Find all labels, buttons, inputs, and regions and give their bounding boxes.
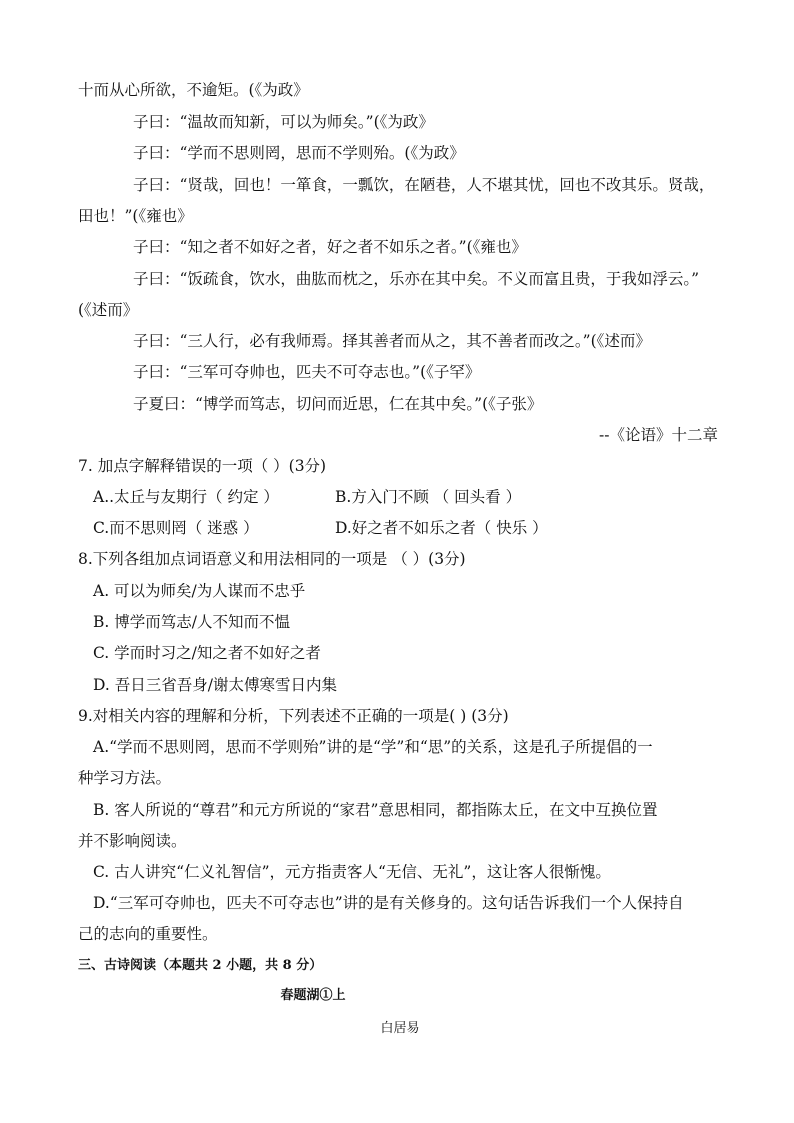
question-7-option-c: C.而不思则罔（ 迷惑 ） [93, 519, 259, 537]
question-9-stem: 9.对相关内容的理解和分析，下列表述不正确的一项是( ) (3分) [78, 707, 509, 725]
poem-author: 白居易 [380, 1021, 420, 1036]
question-7-option-a: A..太丘与友期行（ 约定 ） [93, 488, 279, 506]
passage-source: --《论语》十二章 [599, 426, 718, 444]
passage-line: 子夏曰：“博学而笃志，切问而近思，仁在其中矣。”(《子张》 [133, 395, 543, 413]
passage-line: 田也！”(《雍也》 [78, 207, 193, 225]
passage-line: 十而从心所欲，不逾矩。(《为政》 [78, 81, 309, 99]
poem-title: 春题湖①上 [280, 988, 346, 1003]
question-9-line: 并不影响阅读。 [78, 832, 187, 850]
question-9-line: 种学习方法。 [78, 769, 172, 787]
passage-line: 子曰：“三军可夺帅也，匹夫不可夺志也。”(《子罕》 [133, 363, 481, 381]
question-9-line: 己的志向的重要性。 [78, 925, 218, 943]
question-8-option: A. 可以为师矣/为人谋而不忠乎 [93, 582, 306, 600]
question-8-option: B. 博学而笃志/人不知而不愠 [93, 613, 290, 631]
question-7-option-d: D.好之者不如乐之者（ 快乐 ） [335, 519, 548, 537]
passage-line: 子曰：“温故而知新，可以为师矣。”(《为政》 [133, 113, 434, 131]
question-9-line: A.“学而不思则罔，思而不学则殆”讲的是“学”和“思”的关系，这是孔子所提倡的一 [93, 738, 653, 756]
passage-line: 子曰：“学而不思则罔，思而不学则殆。(《为政》 [133, 144, 465, 162]
section-3-heading: 三、古诗阅读（本题共 2 小题，共 8 分） [78, 958, 323, 973]
question-9-line: D.“三军可夺帅也，匹夫不可夺志也”讲的是有关修身的。这句话告诉我们一个人保持自 [93, 894, 684, 912]
question-8-option: D. 吾日三省吾身/谢太傅寒雪日内集 [93, 676, 337, 694]
question-8-stem: 8.下列各组加点词语意义和用法相同的一项是 （ ）(3分) [78, 550, 466, 568]
question-7-stem: 7. 加点字解释错误的一项（ ）(3分) [78, 457, 327, 475]
question-9-line: C. 古人讲究“仁义礼智信”，元方指责客人“无信、无礼”，这让客人很惭愧。 [93, 863, 611, 881]
question-9-line: B. 客人所说的“尊君”和元方所说的“家君”意思相同，都指陈太丘，在文中互换位置 [93, 801, 658, 819]
passage-line: 子曰：“饭疏食，饮水，曲肱而枕之，乐亦在其中矣。不义而富且贵，于我如浮云。” [133, 270, 700, 288]
passage-line: (《述而》 [78, 301, 139, 319]
passage-line: 子曰：“三人行，必有我师焉。择其善者而从之，其不善者而改之。”(《述而》 [133, 332, 651, 350]
passage-line: 子曰：“知之者不如好之者，好之者不如乐之者。”(《雍也》 [133, 238, 527, 256]
question-7-option-b: B.方入门不顾 （ 回头看 ） [335, 488, 522, 506]
passage-line: 子曰：“贤哉，回也！一箪食，一瓢饮，在陋巷，人不堪其忧，回也不改其乐。贤哉， [133, 176, 715, 194]
question-8-option: C. 学而时习之/知之者不如好之者 [93, 644, 321, 662]
